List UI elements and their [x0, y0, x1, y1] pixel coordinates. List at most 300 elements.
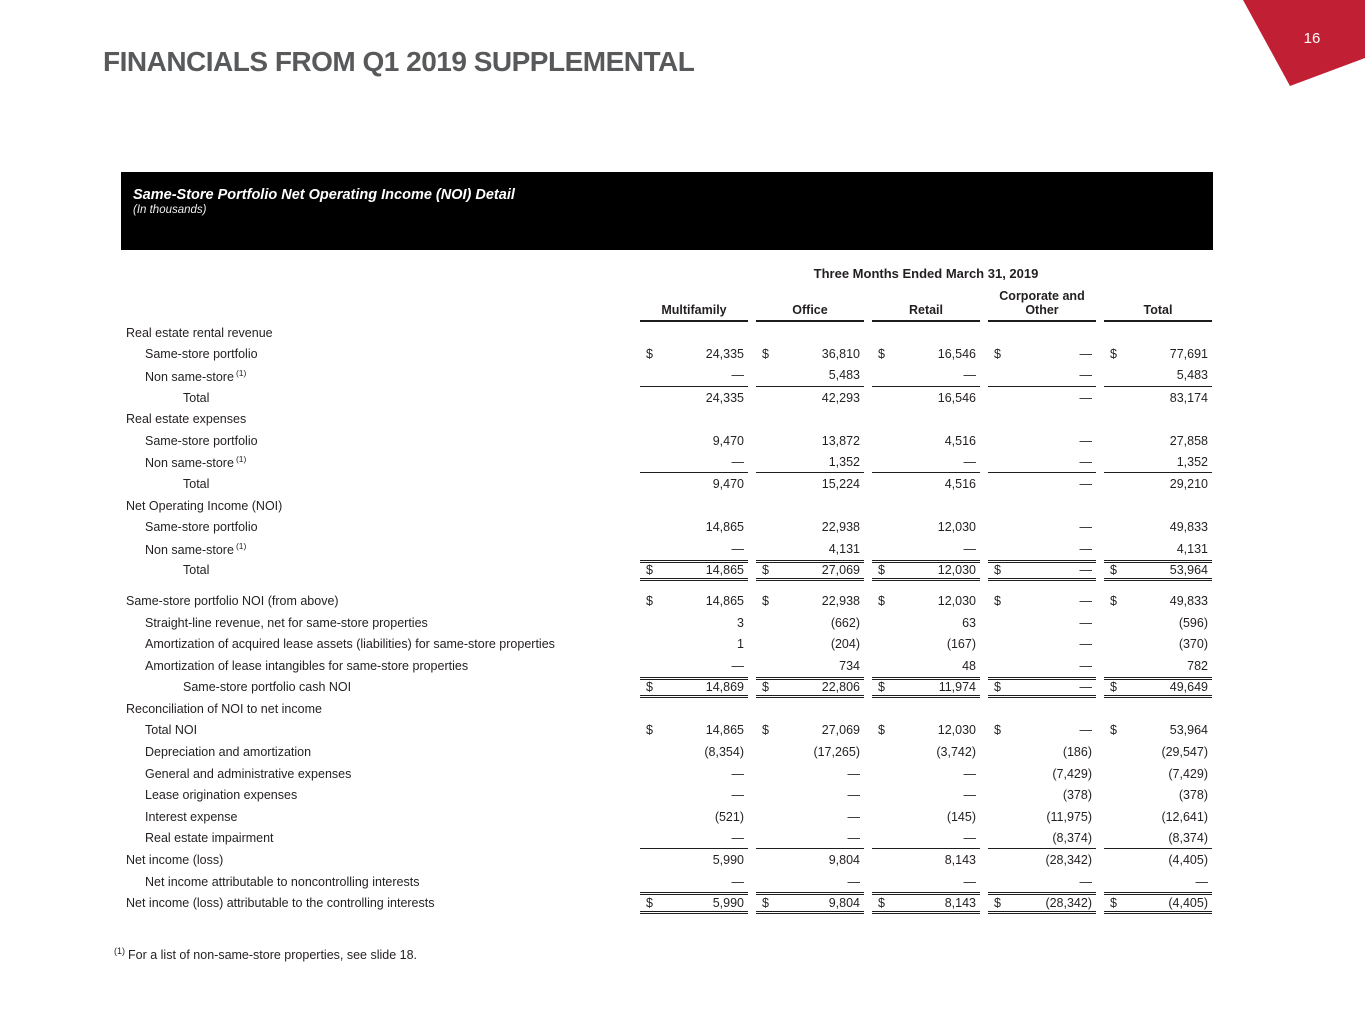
row-label: Net Operating Income (NOI): [126, 498, 283, 513]
value-cell: [872, 430, 980, 452]
value-cell: [988, 408, 1096, 430]
cell-value: 3: [737, 615, 744, 630]
cell-value: —: [963, 368, 976, 383]
cell-value: 9,470: [712, 476, 744, 491]
value-cell: [872, 560, 980, 582]
currency-symbol: $: [762, 896, 769, 911]
value-cell: [872, 387, 980, 409]
table-row: [126, 828, 1212, 850]
cell-value: —: [1079, 368, 1092, 383]
table-row: [126, 784, 1212, 806]
value-cell: [640, 633, 748, 655]
cell-value: —: [847, 874, 860, 889]
row-label: Net income attributable to noncontrolling interests: [145, 874, 420, 889]
row-label: Amortization of lease intangibles for same-store properties: [145, 658, 469, 673]
currency-symbol: $: [762, 593, 769, 608]
value-cell: [872, 495, 980, 517]
currency-symbol: $: [762, 680, 769, 695]
cell-value: 83,174: [1169, 390, 1208, 405]
value-cell: [640, 871, 748, 893]
table-row: [126, 633, 1212, 655]
value-cell: [988, 763, 1096, 785]
row-label: Straight-line revenue, net for same-store properties: [145, 615, 428, 630]
table-row: [126, 849, 1212, 871]
cell-value: —: [731, 874, 744, 889]
row-label-cell: [126, 637, 632, 651]
cell-value: 1,352: [828, 454, 860, 469]
row-label-cell: [126, 831, 632, 845]
value-cell: [872, 538, 980, 560]
table-row: [126, 344, 1212, 366]
value-cell: [872, 516, 980, 538]
cell-value: (7,429): [1052, 766, 1092, 781]
cell-value: 29,210: [1169, 476, 1208, 491]
cell-value: —: [847, 809, 860, 824]
table-row: [126, 677, 1212, 699]
value-cell: [1104, 741, 1212, 763]
currency-symbol: $: [762, 563, 769, 578]
cell-value: (167): [946, 637, 976, 652]
currency-symbol: $: [994, 563, 1001, 578]
value-cell: [988, 633, 1096, 655]
row-label: Non same-store: [145, 542, 234, 557]
cell-value: —: [1079, 433, 1092, 448]
currency-symbol: $: [994, 680, 1001, 695]
cell-value: (521): [714, 809, 744, 824]
currency-symbol: $: [878, 896, 885, 911]
value-cell: [640, 741, 748, 763]
currency-symbol: $: [1110, 563, 1117, 578]
footnote-ref: (1): [235, 367, 247, 378]
period-header: Three Months Ended March 31, 2019: [813, 265, 1039, 281]
value-cell: [988, 784, 1096, 806]
currency-symbol: $: [994, 723, 1001, 738]
cell-value: —: [1079, 874, 1092, 889]
cell-value: 14,869: [705, 680, 744, 695]
footnote-marker: (1): [114, 946, 125, 956]
value-cell: [1104, 590, 1212, 612]
value-cell: [988, 538, 1096, 560]
row-label-cell: [126, 853, 632, 867]
row-label: Same-store portfolio: [145, 433, 258, 448]
row-label-cell: [126, 680, 632, 694]
row-label: Lease origination expenses: [145, 788, 298, 803]
value-cell: [872, 655, 980, 677]
value-cell: [756, 633, 864, 655]
cell-value: —: [963, 541, 976, 556]
cell-value: 11,974: [938, 680, 976, 695]
row-label-cell: [126, 788, 632, 802]
value-cell: [872, 784, 980, 806]
row-label: Interest expense: [145, 809, 238, 824]
value-cell: [640, 322, 748, 344]
value-cell: [1104, 849, 1212, 871]
row-label: Same-store portfolio: [145, 520, 258, 535]
cell-value: (596): [1178, 615, 1208, 630]
table-section-row: [126, 495, 1212, 517]
column-header-office: Office: [756, 284, 864, 322]
value-cell: [988, 828, 1096, 850]
cell-value: (186): [1062, 745, 1092, 760]
value-cell: [988, 849, 1096, 871]
row-label-cell: [126, 702, 632, 716]
cell-value: 16,546: [937, 347, 976, 362]
value-cell: [640, 387, 748, 409]
cell-value: 12,030: [937, 563, 976, 578]
value-cell: [1104, 698, 1212, 720]
value-cell: [640, 655, 748, 677]
row-label: Same-store portfolio cash NOI: [183, 680, 352, 695]
currency-symbol: $: [878, 347, 885, 362]
cell-value: 22,938: [821, 593, 860, 608]
corner-ribbon-shape: [1235, 0, 1365, 90]
table-row: [126, 387, 1212, 409]
row-label-cell: [126, 477, 632, 491]
row-label-cell: [126, 723, 632, 737]
row-label-cell: [126, 454, 632, 470]
row-label-cell: [126, 810, 632, 824]
cell-value: —: [1079, 723, 1092, 738]
currency-symbol: $: [646, 563, 653, 578]
value-cell: [988, 473, 1096, 495]
value-cell: [640, 849, 748, 871]
value-cell: [640, 495, 748, 517]
row-label: Non same-store: [145, 456, 234, 471]
footnote-ref: (1): [235, 454, 247, 465]
cell-value: 5,990: [712, 853, 744, 868]
value-cell: [988, 387, 1096, 409]
value-cell: [756, 322, 864, 344]
row-label: Same-store portfolio: [145, 347, 258, 362]
value-cell: [1104, 430, 1212, 452]
currency-symbol: $: [878, 593, 885, 608]
cell-value: 63: [962, 615, 976, 630]
cell-value: 36,810: [821, 347, 860, 362]
cell-value: (11,975): [1046, 809, 1092, 824]
value-cell: [756, 387, 864, 409]
value-cell: [1104, 633, 1212, 655]
value-cell: [988, 495, 1096, 517]
cell-value: (145): [946, 809, 976, 824]
value-cell: [1104, 538, 1212, 560]
cell-value: 24,335: [705, 347, 744, 362]
value-cell: [872, 806, 980, 828]
cell-value: —: [963, 830, 976, 845]
column-header-total: Total: [1104, 284, 1212, 322]
value-cell: [756, 408, 864, 430]
cell-value: 53,964: [1169, 563, 1208, 578]
value-cell: [1104, 763, 1212, 785]
currency-symbol: $: [1110, 593, 1117, 608]
value-cell: [872, 828, 980, 850]
value-cell: [1104, 871, 1212, 893]
cell-value: 14,865: [705, 563, 744, 578]
value-cell: [640, 344, 748, 366]
value-cell: [988, 806, 1096, 828]
cell-value: 734: [839, 658, 860, 673]
value-cell: [756, 516, 864, 538]
row-label: Real estate expenses: [126, 412, 247, 427]
table-row: [126, 560, 1212, 582]
currency-symbol: $: [878, 723, 885, 738]
banner-subtitle: (In thousands): [133, 204, 207, 216]
page-title: FINANCIALS FROM Q1 2019 SUPPLEMENTAL: [103, 46, 695, 77]
value-cell: [1104, 612, 1212, 634]
value-cell: [640, 590, 748, 612]
value-cell: [640, 677, 748, 699]
table-row: [126, 590, 1212, 612]
currency-symbol: $: [1110, 723, 1117, 738]
value-cell: [756, 560, 864, 582]
row-label-cell: [126, 368, 632, 384]
cell-value: 24,335: [705, 390, 744, 405]
row-label: Total: [183, 390, 210, 405]
value-cell: [988, 344, 1096, 366]
row-label: Depreciation and amortization: [145, 745, 312, 760]
value-cell: [756, 698, 864, 720]
value-cell: [756, 871, 864, 893]
value-cell: [1104, 677, 1212, 699]
currency-symbol: $: [646, 593, 653, 608]
cell-value: 9,804: [828, 896, 860, 911]
value-cell: [1104, 784, 1212, 806]
cell-value: (378): [1178, 788, 1208, 803]
currency-symbol: $: [1110, 347, 1117, 362]
value-cell: [872, 473, 980, 495]
cell-value: (7,429): [1168, 766, 1208, 781]
currency-symbol: $: [646, 680, 653, 695]
cell-value: —: [963, 454, 976, 469]
cell-value: (370): [1178, 637, 1208, 652]
value-cell: [640, 538, 748, 560]
cell-value: (4,405): [1168, 853, 1208, 868]
table-banner: [121, 172, 1213, 250]
value-cell: [756, 612, 864, 634]
value-cell: [988, 430, 1096, 452]
value-cell: [872, 322, 980, 344]
cell-value: (3,742): [936, 745, 976, 760]
value-cell: [640, 698, 748, 720]
value-cell: [756, 495, 864, 517]
cell-value: 5,483: [828, 368, 860, 383]
cell-value: 77,691: [1169, 347, 1208, 362]
cell-value: 53,964: [1169, 723, 1208, 738]
row-label-cell: [126, 326, 632, 340]
column-header-corporate-and-other: Corporate and Other: [988, 284, 1096, 322]
cell-value: —: [731, 766, 744, 781]
cell-value: —: [1079, 347, 1092, 362]
cell-value: —: [731, 658, 744, 673]
table-row: [126, 763, 1212, 785]
value-cell: [988, 365, 1096, 387]
cell-value: 1: [737, 637, 744, 652]
row-label: Real estate rental revenue: [126, 325, 273, 340]
table-row: [126, 720, 1212, 742]
table-row: [126, 538, 1212, 560]
value-cell: [640, 828, 748, 850]
cell-value: 22,938: [821, 520, 860, 535]
column-header-retail: Retail: [872, 284, 980, 322]
row-label: Total: [183, 476, 210, 491]
value-cell: [640, 560, 748, 582]
value-cell: [988, 871, 1096, 893]
value-cell: [640, 430, 748, 452]
row-label: Total NOI: [145, 723, 198, 738]
table-section-row: [126, 322, 1212, 344]
table-row: [126, 655, 1212, 677]
cell-value: —: [847, 766, 860, 781]
value-cell: [756, 590, 864, 612]
cell-value: —: [1079, 593, 1092, 608]
value-cell: [988, 892, 1096, 914]
value-cell: [1104, 473, 1212, 495]
footnote-text: For a list of non-same-store properties, see slide 18.: [128, 948, 418, 963]
cell-value: —: [1079, 637, 1092, 652]
cell-value: 1,352: [1176, 454, 1208, 469]
value-cell: [756, 828, 864, 850]
value-cell: [872, 763, 980, 785]
value-cell: [756, 344, 864, 366]
value-cell: [756, 763, 864, 785]
value-cell: [1104, 322, 1212, 344]
row-label: Real estate impairment: [145, 831, 274, 846]
value-cell: [872, 590, 980, 612]
value-cell: [756, 365, 864, 387]
cell-value: 14,865: [705, 723, 744, 738]
cell-value: 4,131: [1176, 541, 1208, 556]
cell-value: 49,833: [1169, 593, 1208, 608]
value-cell: [872, 612, 980, 634]
cell-value: 14,865: [705, 520, 744, 535]
cell-value: —: [847, 830, 860, 845]
value-cell: [640, 763, 748, 785]
cell-value: —: [963, 788, 976, 803]
value-cell: [640, 612, 748, 634]
cell-value: 15,224: [821, 476, 860, 491]
table-row: [126, 892, 1212, 914]
row-label: Net income (loss): [126, 853, 224, 868]
value-cell: [640, 452, 748, 474]
cell-value: (378): [1062, 788, 1092, 803]
value-cell: [1104, 516, 1212, 538]
value-cell: [988, 655, 1096, 677]
cell-value: 27,069: [821, 723, 860, 738]
value-cell: [1104, 720, 1212, 742]
cell-value: 12,030: [937, 593, 976, 608]
row-label: Amortization of acquired lease assets (liabilities) for same-store properties: [145, 637, 555, 652]
cell-value: —: [731, 368, 744, 383]
value-cell: [872, 698, 980, 720]
cell-value: —: [847, 788, 860, 803]
row-label-cell: [126, 391, 632, 405]
value-cell: [872, 677, 980, 699]
table-row: [126, 741, 1212, 763]
footnote: [114, 946, 417, 962]
footnote-ref: (1): [235, 540, 247, 551]
value-cell: [640, 473, 748, 495]
cell-value: 4,516: [944, 433, 976, 448]
currency-symbol: $: [994, 347, 1001, 362]
value-cell: [1104, 452, 1212, 474]
row-label-cell: [126, 412, 632, 426]
currency-symbol: $: [762, 347, 769, 362]
row-label: Reconciliation of NOI to net income: [126, 701, 322, 716]
row-label-cell: [126, 499, 632, 513]
cell-value: (28,342): [1045, 896, 1092, 911]
cell-value: —: [731, 788, 744, 803]
row-label: Same-store portfolio NOI (from above): [126, 593, 339, 608]
value-cell: [756, 806, 864, 828]
value-cell: [640, 516, 748, 538]
cell-value: 5,483: [1176, 368, 1208, 383]
noi-table: [126, 262, 1212, 914]
cell-value: —: [1079, 680, 1092, 695]
cell-value: (8,374): [1168, 830, 1208, 845]
currency-symbol: $: [1110, 680, 1117, 695]
cell-value: (29,547): [1161, 745, 1208, 760]
value-cell: [872, 741, 980, 763]
table-row: [126, 871, 1212, 893]
cell-value: (8,354): [704, 745, 744, 760]
value-cell: [988, 720, 1096, 742]
row-label-cell: [126, 767, 632, 781]
row-label-cell: [126, 541, 632, 557]
cell-value: —: [731, 454, 744, 469]
value-cell: [988, 322, 1096, 344]
cell-value: 12,030: [937, 723, 976, 738]
currency-symbol: $: [878, 563, 885, 578]
row-label: Non same-store: [145, 370, 234, 385]
table-body: [126, 322, 1212, 914]
page-number: 16: [1303, 30, 1321, 47]
column-header-row: [126, 284, 1212, 322]
table-row: [126, 365, 1212, 387]
value-cell: [872, 720, 980, 742]
value-cell: [872, 408, 980, 430]
table-row: [126, 430, 1212, 452]
row-label-cell: [126, 659, 632, 673]
currency-symbol: $: [878, 680, 885, 695]
value-cell: [988, 612, 1096, 634]
value-cell: [756, 473, 864, 495]
cell-value: (204): [830, 637, 860, 652]
row-label-cell: [126, 594, 632, 608]
value-cell: [1104, 655, 1212, 677]
cell-value: —: [731, 830, 744, 845]
cell-value: —: [1079, 454, 1092, 469]
value-cell: [872, 892, 980, 914]
row-label: Total: [183, 563, 210, 578]
value-cell: [872, 871, 980, 893]
currency-symbol: $: [994, 896, 1001, 911]
cell-value: (28,342): [1045, 853, 1092, 868]
cell-value: 9,470: [712, 433, 744, 448]
row-label-cell: [126, 896, 632, 910]
value-cell: [756, 452, 864, 474]
period-header-row: [126, 262, 1212, 284]
cell-value: 5,990: [712, 896, 744, 911]
cell-value: 16,546: [937, 390, 976, 405]
banner-title: Same-Store Portfolio Net Operating Income (NOI) Detail: [133, 187, 515, 203]
value-cell: [640, 408, 748, 430]
cell-value: —: [963, 874, 976, 889]
currency-symbol: $: [646, 347, 653, 362]
cell-value: —: [1079, 563, 1092, 578]
value-cell: [756, 741, 864, 763]
row-label-cell: [126, 563, 632, 577]
currency-symbol: $: [762, 723, 769, 738]
value-cell: [1104, 806, 1212, 828]
